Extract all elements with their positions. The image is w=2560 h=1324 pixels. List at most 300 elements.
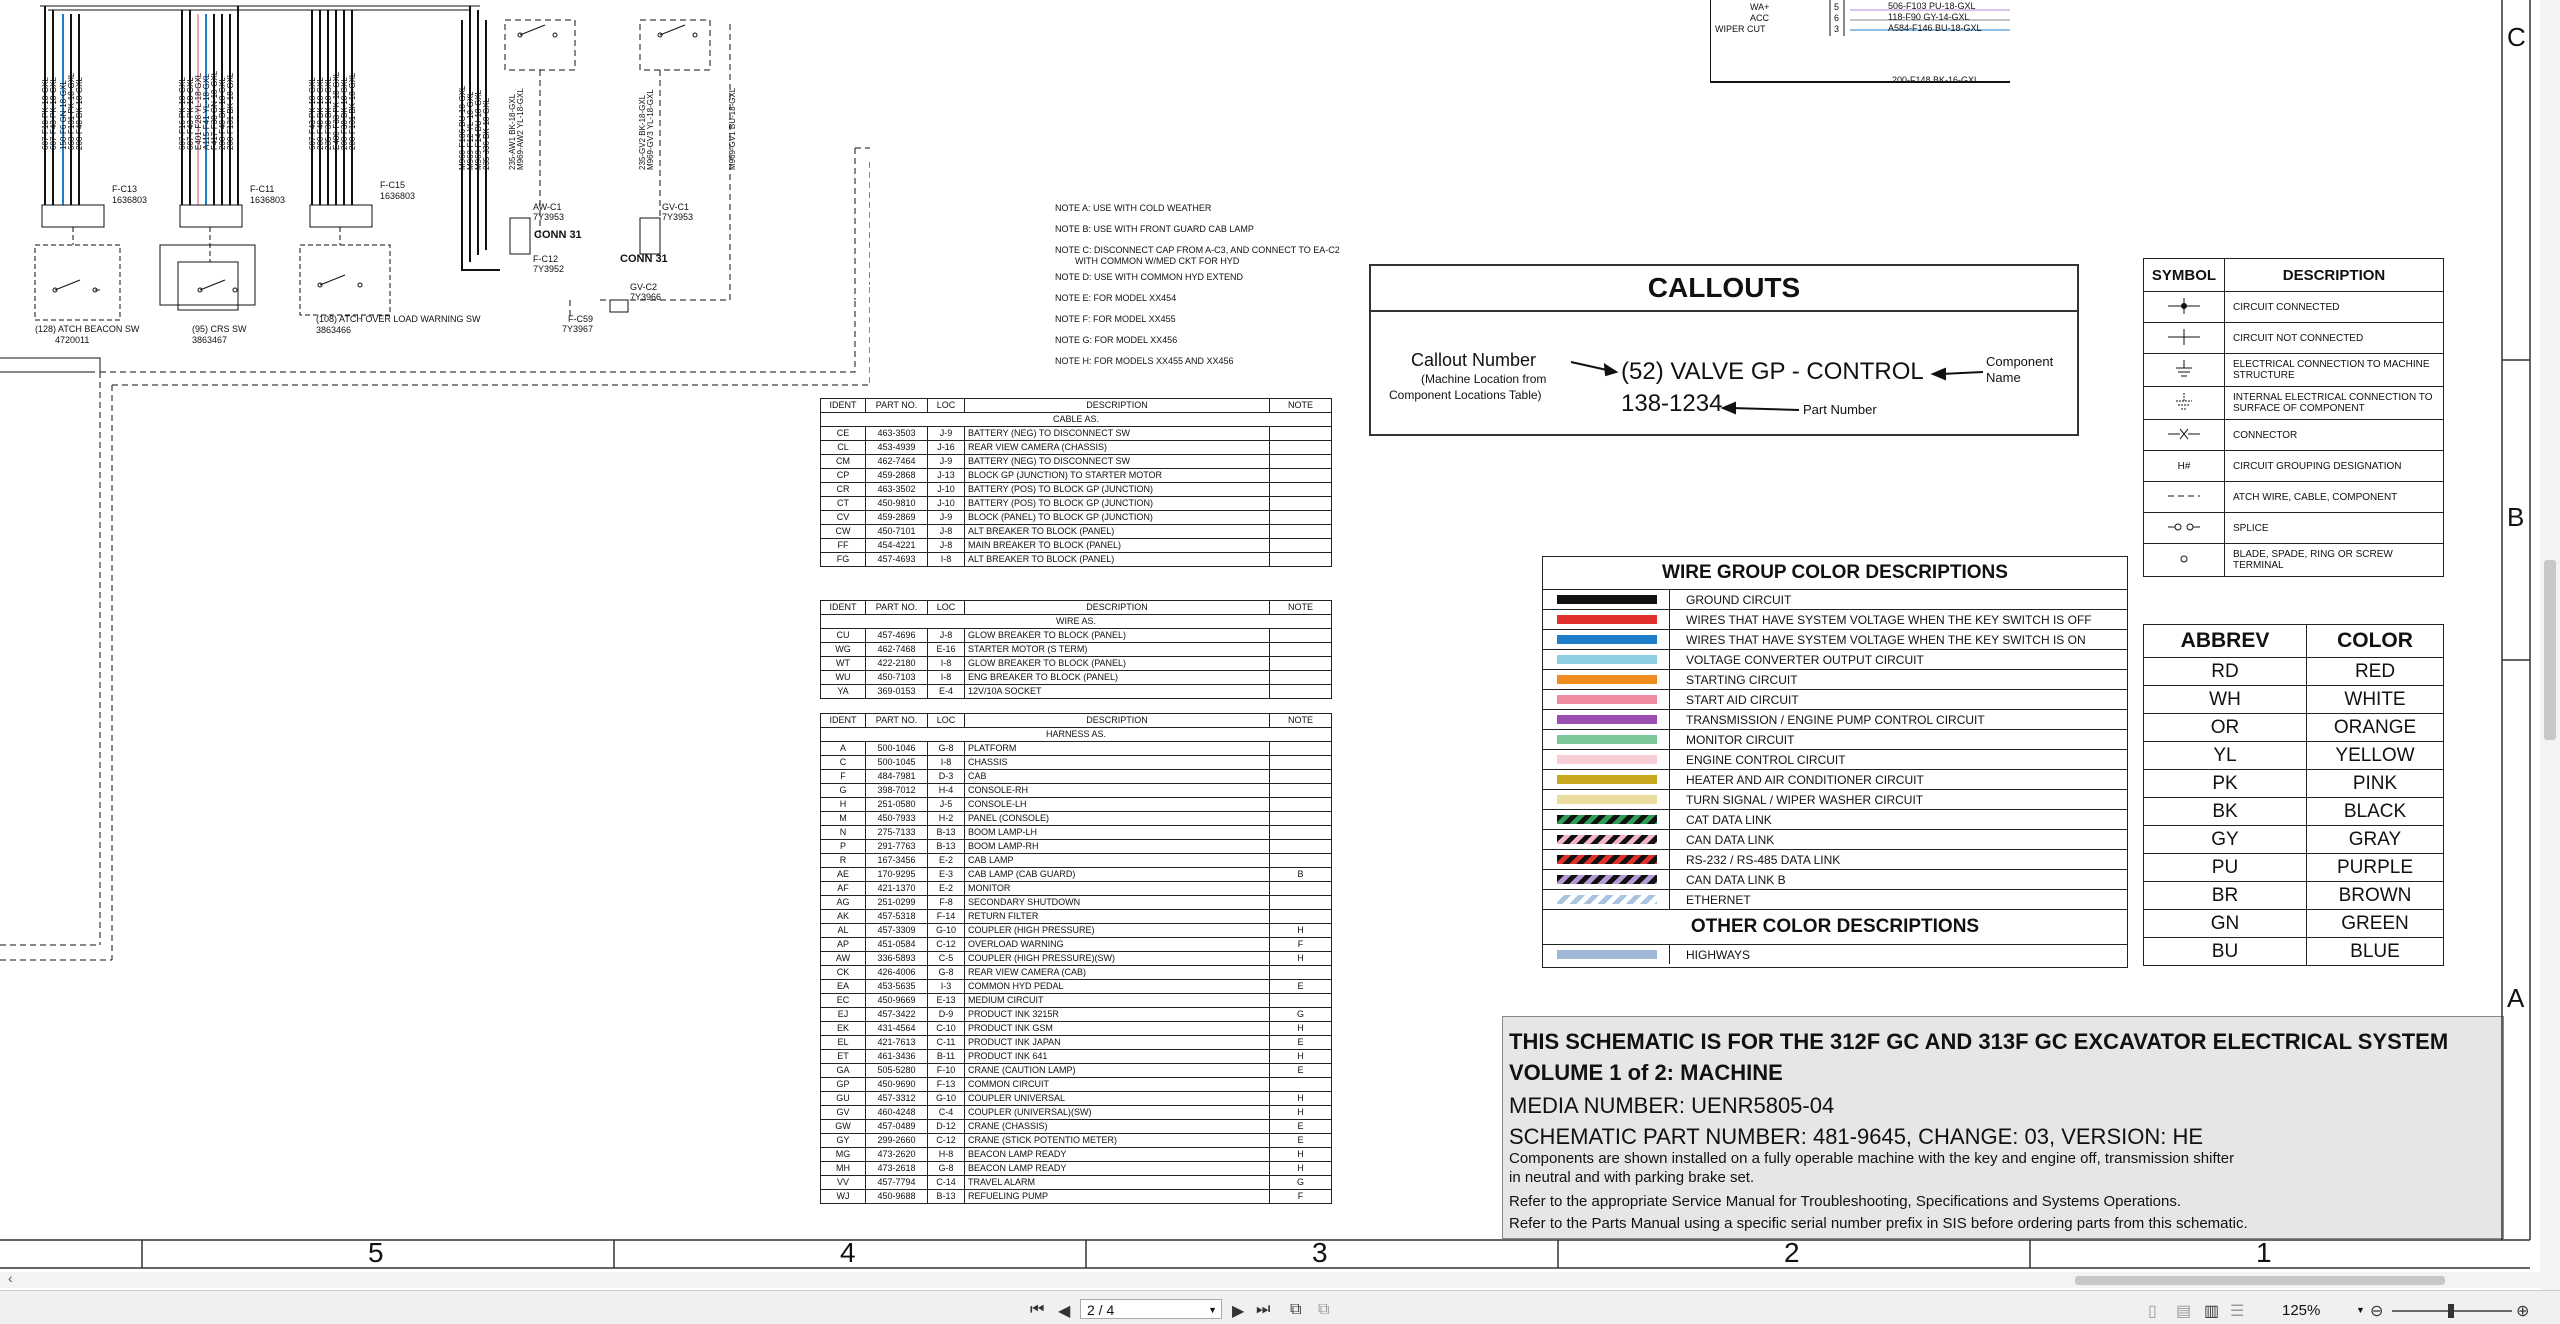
table-cell: 453-4939 — [866, 441, 928, 455]
wire-label: 607-F16 PK-18-GXL — [178, 77, 187, 150]
table-cell: AE — [821, 868, 866, 882]
table-section-label: CABLE AS. — [821, 413, 1332, 427]
svg-text:3863467: 3863467 — [192, 335, 228, 345]
table-cell: J-10 — [928, 483, 965, 497]
table-cell: 463-3502 — [866, 483, 928, 497]
abbrev-color: GRAY — [2307, 826, 2444, 854]
table-cell: G — [1270, 1008, 1332, 1022]
table-cell: 450-9669 — [866, 994, 928, 1008]
wire-group-label: CAN DATA LINK — [1669, 830, 1774, 849]
table-cell: MONITOR — [965, 882, 1270, 896]
table-cell: MAIN BREAKER TO BLOCK (PANEL) — [965, 539, 1270, 553]
abbrev-color: BLACK — [2307, 798, 2444, 826]
zoom-level[interactable]: 125% — [2282, 1302, 2321, 1319]
symbol-description: CIRCUIT CONNECTED — [2225, 292, 2444, 323]
grid-column-label: 1 — [2256, 1237, 2272, 1268]
table-cell: 457-5318 — [866, 910, 928, 924]
table-cell: BATTERY (POS) TO BLOCK GP (JUNCTION) — [965, 483, 1270, 497]
wire-label: F417-F38 GN-18-GXL — [210, 70, 219, 150]
table-cell: I-3 — [928, 980, 965, 994]
table-cell: ALT BREAKER TO BLOCK (PANEL) — [965, 553, 1270, 567]
abbrev-code: PK — [2144, 770, 2307, 798]
abbrev-code: GY — [2144, 826, 2307, 854]
table-cell: 457-4693 — [866, 553, 928, 567]
svg-text:7Y3966: 7Y3966 — [630, 292, 662, 302]
table-cell: C-12 — [928, 938, 965, 952]
wire-label: M969-F12 YL-18-GXL — [466, 91, 475, 170]
abbrev-code: YL — [2144, 742, 2307, 770]
table-cell: CV — [821, 511, 866, 525]
table-cell: CL — [821, 441, 866, 455]
table-cell: F-10 — [928, 1064, 965, 1078]
horizontal-scroll-thumb[interactable] — [2075, 1276, 2445, 1285]
notes-list: NOTE A: USE WITH COLD WEATHER NOTE B: USE WITH FRONT GUARD CAB LAMP NOTE C: DISCONNECT CAP FROM A-C3, AND CONNECT TO EA-C2 WITH COMMON W/MED CKT FOR HYD NOTE D: USE WITH COMMON HYD EXTEND NOTE E: FOR MODEL XX454 NOTE F: FOR MODEL XX455 NOTE G: FOR MODEL XX456 NOTE H: FOR MODELS XX455 AND XX456 — [1055, 203, 1340, 366]
table-cell: B — [1270, 868, 1332, 882]
table-cell: BATTERY (NEG) TO DISCONNECT SW — [965, 427, 1270, 441]
table-cell: E-13 — [928, 994, 965, 1008]
table-cell: E-2 — [928, 854, 965, 868]
table-cell: B-11 — [928, 1050, 965, 1064]
vertical-scroll-thumb[interactable] — [2544, 560, 2556, 740]
wire-group-label: CAN DATA LINK B — [1669, 870, 1786, 889]
wire-group-label: TRANSMISSION / ENGINE PUMP CONTROL CIRCUIT — [1669, 710, 1985, 729]
table-cell: B-13 — [928, 826, 965, 840]
wire-group-label: CAT DATA LINK — [1669, 810, 1772, 829]
table-cell: PRODUCT INK 641 — [965, 1050, 1270, 1064]
table-cell: J-9 — [928, 511, 965, 525]
table-cell: E — [1270, 980, 1332, 994]
continuous-view-icon[interactable]: ▤ — [2176, 1303, 2192, 1320]
table-cell: J-13 — [928, 469, 965, 483]
table-cell: B-13 — [928, 1190, 965, 1204]
horizontal-scrollbar[interactable] — [0, 1272, 2540, 1288]
abbrev-code: PU — [2144, 854, 2307, 882]
circuit-grouping-symbol: H# — [2144, 451, 2225, 482]
table-cell: COUPLER (UNIVERSAL)(SW) — [965, 1106, 1270, 1120]
grid-column-label: 4 — [840, 1237, 856, 1268]
table-cell: 369-0153 — [866, 685, 928, 699]
vertical-scrollbar[interactable] — [2540, 0, 2560, 1290]
wire-label: M960-F186 BU-18-GXL — [458, 85, 467, 170]
table-cell: CAB LAMP — [965, 854, 1270, 868]
table-cell: J-16 — [928, 441, 965, 455]
table-cell: GLOW BREAKER TO BLOCK (PANEL) — [965, 657, 1270, 671]
table-cell: C-11 — [928, 1036, 965, 1050]
abbrev-color: RED — [2307, 658, 2444, 686]
wire-label: E401-F28 YL-18-GXL — [194, 72, 203, 150]
chevron-down-icon: ▼ — [1208, 1305, 1217, 1315]
abbrev-code: BU — [2144, 938, 2307, 966]
table-cell: E — [1270, 1036, 1332, 1050]
wire-group-label: GROUND CIRCUIT — [1669, 590, 1791, 609]
table-cell: AP — [821, 938, 866, 952]
svg-text:GV-C1: GV-C1 — [662, 202, 690, 212]
table-cell: ALT BREAKER TO BLOCK (PANEL) — [965, 525, 1270, 539]
table-cell: FF — [821, 539, 866, 553]
table-cell: CAB — [965, 770, 1270, 784]
callouts-box: CALLOUTS Callout Number (Machine Location from Component Locations Table) (52) VALVE GP - CONTROL 138-1234 Component Name Part Number — [1369, 264, 2079, 436]
table-cell: BEACON LAMP READY — [965, 1148, 1270, 1162]
scroll-left-icon[interactable]: ‹ — [8, 1270, 13, 1286]
copy-icon[interactable]: ⧉ — [1290, 1301, 1302, 1318]
last-page-icon[interactable]: ⏭ — [1256, 1301, 1271, 1318]
table-cell: J-10 — [928, 497, 965, 511]
wire-group-label: TURN SIGNAL / WIPER WASHER CIRCUIT — [1669, 790, 1923, 809]
grid-row-label: B — [2507, 502, 2525, 532]
symbol-description: INTERNAL ELECTRICAL CONNECTION TO SURFACE OF COMPONENT — [2225, 387, 2444, 420]
table-cell: BEACON LAMP READY — [965, 1162, 1270, 1176]
abbrev-color: BLUE — [2307, 938, 2444, 966]
table-cell: BATTERY (POS) TO BLOCK GP (JUNCTION) — [965, 497, 1270, 511]
wire-group-label: VOLTAGE CONVERTER OUTPUT CIRCUIT — [1669, 650, 1924, 669]
table-cell: H — [1270, 924, 1332, 938]
table-cell: P — [821, 840, 866, 854]
table-cell: H — [1270, 1162, 1332, 1176]
table-cell: GV — [821, 1106, 866, 1120]
table-cell: 421-7613 — [866, 1036, 928, 1050]
abbrev-color: WHITE — [2307, 686, 2444, 714]
zoom-dropdown-icon[interactable]: ▼ — [2356, 1305, 2365, 1315]
wire-label: 200-F48 BK-18-GXL — [75, 77, 84, 150]
table-cell: E-16 — [928, 643, 965, 657]
table-cell: 473-2618 — [866, 1162, 928, 1176]
table-cell: R — [821, 854, 866, 868]
table-cell: YA — [821, 685, 866, 699]
table-cell: SECONDARY SHUTDOWN — [965, 896, 1270, 910]
table-cell: J-8 — [928, 629, 965, 643]
wire-label: 235-F38 BK-18-GXL — [324, 77, 333, 150]
wire-group-label: WIRES THAT HAVE SYSTEM VOLTAGE WHEN THE KEY SWITCH IS OFF — [1669, 610, 2092, 629]
color-abbreviation-table: ABBREV COLOR RD RED WH WHITE OR ORANGE YL YELLOW PK PINK BK BLACK GY GRAY PU PURPLE BR BROWN GN GREEN BU BLUE — [2143, 624, 2444, 966]
table-cell: 251-0580 — [866, 798, 928, 812]
table-cell: E — [1270, 1134, 1332, 1148]
symbol-description: BLADE, SPADE, RING OR SCREW TERMINAL — [2225, 544, 2444, 577]
table-cell: VV — [821, 1176, 866, 1190]
table-cell: CP — [821, 469, 866, 483]
table-cell: N — [821, 826, 866, 840]
table-cell: AW — [821, 952, 866, 966]
table-cell: 453-5635 — [866, 980, 928, 994]
symbol-legend: SYMBOL DESCRIPTION CIRCUIT CONNECTED CIRCUIT NOT CONNECTED ELECTRICAL CONNECTION TO MACHINE STRUCTURE INTERNAL ELECTRICAL CONNECTION TO SURFACE OF COMPONENT CONNECTOR H# CIRCUIT GROUPING DESIGNATION ATCH WIRE, CABLE, COMPONENT SPLICE BLADE, SPADE, RING OR SCREW TERMINAL — [2143, 258, 2444, 577]
wire-label: 235-GV2 BK-18-GXL — [638, 94, 647, 170]
symbol-description: ATCH WIRE, CABLE, COMPONENT — [2225, 482, 2444, 513]
wire-label: 200-F48 BK-18-GXL — [316, 77, 325, 150]
wire-label: 607-F43 PK-18-GXL — [49, 77, 58, 150]
svg-text:F-C59: F-C59 — [568, 314, 594, 324]
svg-text:AW-C1: AW-C1 — [533, 202, 562, 212]
table-cell: 457-7794 — [866, 1176, 928, 1190]
zoom-slider-handle[interactable] — [2448, 1304, 2454, 1318]
zoom-out-icon[interactable]: ⊖ — [2370, 1303, 2384, 1320]
svg-text:3863466: 3863466 — [316, 325, 352, 335]
table-cell: 450-7103 — [866, 671, 928, 685]
table-cell: 291-7763 — [866, 840, 928, 854]
wire-assembly-table: IDENT PART NO. LOC DESCRIPTION NOTE WIRE AS. CU 457-4696 J-8 GLOW BREAKER TO BLOCK (PANEL) WG 462-7468 E-16 STARTER MOTOR (S TERM) WT 422-2180 I-8 GLOW BREAKER TO BLOCK (PANEL) WU 450-7103 I-8 ENG BREAKER TO BLOCK (PANEL) YA 369-0153 E-4 12V/10A SOCKET — [820, 600, 1332, 699]
table-cell: G-10 — [928, 1092, 965, 1106]
table-cell: 457-3422 — [866, 1008, 928, 1022]
table-cell: AK — [821, 910, 866, 924]
wire-group-label: ETHERNET — [1669, 890, 1751, 909]
table-cell: GA — [821, 1064, 866, 1078]
wire-label: 200-F48 BK-18-GXL — [218, 77, 227, 150]
table-cell: COUPLER UNIVERSAL — [965, 1092, 1270, 1106]
wire-group-label: HEATER AND AIR CONDITIONER CIRCUIT — [1669, 770, 1924, 789]
table-cell: I-8 — [928, 553, 965, 567]
svg-text:F-C13: F-C13 — [112, 184, 138, 194]
table-cell: H — [1270, 1050, 1332, 1064]
table-cell: E — [1270, 1064, 1332, 1078]
table-cell: H — [1270, 1106, 1332, 1120]
table-cell: PANEL (CONSOLE) — [965, 812, 1270, 826]
wire-group-label: HIGHWAYS — [1669, 945, 1750, 964]
svg-text:F-C12: F-C12 — [533, 254, 559, 264]
abbrev-color: PURPLE — [2307, 854, 2444, 882]
table-cell: A — [821, 742, 866, 756]
wire-group-label: MONITOR CIRCUIT — [1669, 730, 1794, 749]
table-cell: CE — [821, 427, 866, 441]
table-cell: 462-7464 — [866, 455, 928, 469]
page-indicator: 2 / 4 — [1087, 1302, 1115, 1318]
grid-row-label: C — [2507, 22, 2526, 52]
table-cell: D-9 — [928, 1008, 965, 1022]
table-cell: BOOM LAMP-LH — [965, 826, 1270, 840]
table-cell: 431-4564 — [866, 1022, 928, 1036]
table-cell: 457-0489 — [866, 1120, 928, 1134]
table-cell: J-8 — [928, 525, 965, 539]
table-cell: 461-3436 — [866, 1050, 928, 1064]
table-cell: J-5 — [928, 798, 965, 812]
table-cell: 450-9688 — [866, 1190, 928, 1204]
table-cell: BOOM LAMP-RH — [965, 840, 1270, 854]
abbrev-code: WH — [2144, 686, 2307, 714]
table-cell: PRODUCT INK GSM — [965, 1022, 1270, 1036]
table-cell: F-14 — [928, 910, 965, 924]
table-cell: MG — [821, 1148, 866, 1162]
table-cell: EJ — [821, 1008, 866, 1022]
symbol-description: CONNECTOR — [2225, 420, 2444, 451]
wire-group-label: WIRES THAT HAVE SYSTEM VOLTAGE WHEN THE KEY SWITCH IS ON — [1669, 630, 2086, 649]
paste-icon[interactable]: ⧉ — [1318, 1301, 1330, 1318]
table-cell: RETURN FILTER — [965, 910, 1270, 924]
table-cell: H — [1270, 1092, 1332, 1106]
table-cell: CR — [821, 483, 866, 497]
wire-group-legend: WIRE GROUP COLOR DESCRIPTIONS GROUND CIRCUIT WIRES THAT HAVE SYSTEM VOLTAGE WHEN THE KEY SWITCH IS OFF WIRES THAT HAVE SYSTEM VOLTAGE WHEN THE KEY SWITCH IS ON VOLTAGE CONVERTER OUTPUT CIRCUIT STARTING CIRCUIT START AID CIRCUIT TRANSMISSION / ENGINE PUMP CONTROL CIRCUIT MONITOR CIRCUIT ENGINE CONTROL CIRCUIT HEATER AND AIR CONDITIONER CIRCUIT TURN SIGNAL / WIPER WASHER CIRCUIT CAT DATA LINK CAN DATA LINK RS-232 / RS-485 DATA LINK CAN DATA LINK B ETHERNET OTHER COLOR DESCRIPTIONS HIGHWAYS — [1542, 556, 2128, 968]
page-selector[interactable] — [1080, 1299, 1222, 1319]
svg-text:F-C11: F-C11 — [250, 184, 275, 194]
top-right-snippet: WA+ ACC WIPER CUT 5 6 3 506-F103 PU-18-GXL 118-F90 GY-14-GXL A584-F146 BU-18-GXL 200-F148 BK-16-GXL — [1710, 0, 2010, 90]
table-cell: G-10 — [928, 924, 965, 938]
table-cell: H — [1270, 1022, 1332, 1036]
table-cell: F-13 — [928, 1078, 965, 1092]
table-cell: 463-3503 — [866, 427, 928, 441]
wire-label: A115-F41 YL-18-GXL — [202, 73, 211, 150]
table-cell: BLOCK GP (JUNCTION) TO STARTER MOTOR — [965, 469, 1270, 483]
svg-text:CONN 31: CONN 31 — [620, 253, 668, 265]
table-cell: 336-5893 — [866, 952, 928, 966]
previous-page-icon[interactable]: ◀ — [1058, 1303, 1071, 1320]
table-cell: B-13 — [928, 840, 965, 854]
table-cell: OVERLOAD WARNING — [965, 938, 1270, 952]
table-cell: COUPLER (HIGH PRESSURE)(SW) — [965, 952, 1270, 966]
table-cell: GY — [821, 1134, 866, 1148]
table-cell: EK — [821, 1022, 866, 1036]
table-cell: GLOW BREAKER TO BLOCK (PANEL) — [965, 629, 1270, 643]
svg-text:CONN 31: CONN 31 — [534, 229, 582, 241]
table-cell: C-5 — [928, 952, 965, 966]
cable-assembly-table: IDENT PART NO. LOC DESCRIPTION NOTE CABLE AS. CE 463-3503 J-9 BATTERY (NEG) TO DISCONNECT SW CL 453-4939 J-16 REAR VIEW CAMERA (CHASSIS) CM 462-7464 J-9 BATTERY (NEG) TO DISCONNECT SW CP 459-2868 J-13 BLOCK GP (JUNCTION) TO STARTER MOTOR CR 463-3502 J-10 BATTERY (POS) TO BLOCK GP (JUNCTION) CT 450-9810 J-10 BATTERY (POS) TO BLOCK GP (JUNCTION) CV 459-2869 J-9 BLOCK (PANEL) TO BLOCK GP (JUNCTION) CW 450-7101 J-8 ALT BREAKER TO BLOCK (PANEL) FF 454-4221 J-8 MAIN BREAKER TO BLOCK (PANEL) FG 457-4693 I-8 ALT BREAKER TO BLOCK (PANEL) — [820, 398, 1332, 567]
table-cell: REAR VIEW CAMERA (CAB) — [965, 966, 1270, 980]
next-page-icon[interactable]: ▶ — [1232, 1303, 1245, 1320]
symbol-description: SPLICE — [2225, 513, 2444, 544]
wire-label: M969-AW2 YL-18-GXL — [516, 88, 525, 170]
wire-label: M969-GV1 BU-18-GXL — [728, 87, 737, 170]
abbrev-code: BR — [2144, 882, 2307, 910]
table-cell: COMMON HYD PEDAL — [965, 980, 1270, 994]
table-cell: 473-2620 — [866, 1148, 928, 1162]
wire-label: M969-GV3 YL-18-GXL — [646, 89, 655, 170]
wire-group-label: STARTING CIRCUIT — [1669, 670, 1798, 689]
abbrev-color: BROWN — [2307, 882, 2444, 910]
table-cell: 459-2869 — [866, 511, 928, 525]
table-cell: 500-1046 — [866, 742, 928, 756]
svg-text:7Y3953: 7Y3953 — [533, 212, 565, 222]
table-section-label: WIRE AS. — [821, 615, 1332, 629]
table-cell: CAB LAMP (CAB GUARD) — [965, 868, 1270, 882]
svg-text:(108) ATCH OVER LOAD WARNING S: (108) ATCH OVER LOAD WARNING SW — [316, 314, 481, 324]
grid-column-label: 5 — [368, 1237, 384, 1268]
wire-label: 607-F43 PK-18-GXL — [308, 77, 317, 150]
zoom-in-icon[interactable]: ⊕ — [2516, 1303, 2530, 1320]
table-cell: C-12 — [928, 1134, 965, 1148]
svg-text:F-C15: F-C15 — [380, 180, 406, 190]
wire-group-label: ENGINE CONTROL CIRCUIT — [1669, 750, 1846, 769]
table-cell: AF — [821, 882, 866, 896]
svg-text:7Y3952: 7Y3952 — [533, 264, 565, 274]
abbrev-color: PINK — [2307, 770, 2444, 798]
table-cell: 426-4006 — [866, 966, 928, 980]
table-cell: WG — [821, 643, 866, 657]
wire-label: 150-F6 GN-18-GXL — [59, 80, 68, 150]
table-cell: ET — [821, 1050, 866, 1064]
table-cell: C-4 — [928, 1106, 965, 1120]
abbrev-code: OR — [2144, 714, 2307, 742]
table-cell: AG — [821, 896, 866, 910]
table-cell: J-9 — [928, 455, 965, 469]
table-cell: WT — [821, 657, 866, 671]
table-cell: I-8 — [928, 756, 965, 770]
table-cell: 505-5280 — [866, 1064, 928, 1078]
table-cell: 451-0584 — [866, 938, 928, 952]
wire-label: 607-F43 PK-18-GXL — [186, 77, 195, 150]
table-cell: D-12 — [928, 1120, 965, 1134]
wire-label: E480-F33 PK-18-GXL — [332, 71, 341, 150]
table-cell: 457-4696 — [866, 629, 928, 643]
table-cell: CW — [821, 525, 866, 539]
table-cell: TRAVEL ALARM — [965, 1176, 1270, 1190]
table-cell: CK — [821, 966, 866, 980]
wire-label: 200-F38 BK-18-GXL — [340, 77, 349, 150]
table-cell: I-8 — [928, 671, 965, 685]
harness-assembly-table: IDENT PART NO. LOC DESCRIPTION NOTE HARNESS AS. A 500-1046 G-8 PLATFORM C 500-1045 I-8 CHASSIS F 484-7981 D-3 CAB G 398-7012 H-4 CONSOLE-RH H 251-0580 J-5 CONSOLE-LH M 450-7933 H-2 PANEL (CONSOLE) N 275-7133 B-13 BOOM LAMP-LH P 291-7763 B-13 BOOM LAMP-RH R 167-3456 E-2 CAB LAMP AE 170-9295 E-3 CAB LAMP (CAB GUARD) B AF 421-1370 E-2 MONITOR AG 251-0299 F-8 SECONDARY SHUTDOWN AK 457-5318 F-14 RETURN FILTER AL 457-3309 G-10 COUPLER (HIGH PRESSURE) H AP 451-0584 C-12 OVERLOAD WARNING F AW 336-5893 C-5 COUPLER (HIGH PRESSURE)(SW) H CK 426-4006 G-8 REAR VIEW CAMERA (CAB) EA 453-5635 I-3 COMMON HYD PEDAL E EC 450-9669 E-13 MEDIUM CIRCUIT EJ 457-3422 D-9 PRODUCT INK 3215R G EK 431-4564 C-10 PRODUCT INK GSM H EL 421-7613 C-11 PRODUCT INK JAPAN E ET 461-3436 B-11 PRODUCT INK 641 H GA 505-5280 F-10 CRANE (CAUTION LAMP) E GP 450-9690 F-13 COMMON CIRCUIT GU 457-3312 G-10 COUPLER UNIVERSAL H GV 460-4248 C-4 COUPLER (UNIVERSAL)(SW) H GW 457-0489 D-12 CRANE (CHASSIS) E GY 299-2660 C-12 CRANE (STICK POTENTIO METER) E MG 473-2620 H-8 BEACON LAMP READY H MH 473-2618 G-8 BEACON LAMP READY H VV 457-7794 C-14 TRAVEL ALARM G WJ 450-9688 B-13 REFUELING PUMP F — [820, 713, 1332, 1204]
table-cell: CRANE (CHASSIS) — [965, 1120, 1270, 1134]
table-cell: 457-3312 — [866, 1092, 928, 1106]
wire-group-label: RS-232 / RS-485 DATA LINK — [1669, 850, 1840, 869]
table-cell: C — [821, 756, 866, 770]
table-cell: CONSOLE-RH — [965, 784, 1270, 798]
abbrev-color: ORANGE — [2307, 714, 2444, 742]
zoom-slider[interactable] — [2392, 1310, 2512, 1312]
table-cell: D-3 — [928, 770, 965, 784]
table-cell: BLOCK (PANEL) TO BLOCK GP (JUNCTION) — [965, 511, 1270, 525]
table-cell: 299-2660 — [866, 1134, 928, 1148]
abbrev-code: GN — [2144, 910, 2307, 938]
single-page-view-icon[interactable]: ▯ — [2148, 1303, 2157, 1320]
callout-example: (52) VALVE GP - CONTROL — [1621, 358, 1924, 385]
wire-group-label: START AID CIRCUIT — [1669, 690, 1799, 709]
table-cell: 459-2868 — [866, 469, 928, 483]
symbol-description: CIRCUIT NOT CONNECTED — [2225, 323, 2444, 354]
table-cell: H-2 — [928, 812, 965, 826]
table-cell: WJ — [821, 1190, 866, 1204]
table-cell: CHASSIS — [965, 756, 1270, 770]
table-cell: 457-3309 — [866, 924, 928, 938]
table-cell: ENG BREAKER TO BLOCK (PANEL) — [965, 671, 1270, 685]
table-cell: G — [1270, 1176, 1332, 1190]
svg-text:1636803: 1636803 — [380, 191, 416, 201]
table-cell: REFUELING PUMP — [965, 1190, 1270, 1204]
table-cell: EC — [821, 994, 866, 1008]
table-cell: 170-9295 — [866, 868, 928, 882]
wire-label: 200-F131 BK-18-GXL — [348, 72, 357, 150]
table-cell: MEDIUM CIRCUIT — [965, 994, 1270, 1008]
table-cell: H — [1270, 1148, 1332, 1162]
table-cell: G — [821, 784, 866, 798]
wire-label: 235-AW1 BK-18-GXL — [508, 93, 517, 170]
svg-text:(128) ATCH BEACON SW: (128) ATCH BEACON SW — [35, 324, 140, 334]
scroll-view-icon[interactable]: ☰ — [2230, 1303, 2245, 1320]
table-cell: C-14 — [928, 1176, 965, 1190]
svg-text:1636803: 1636803 — [112, 195, 148, 205]
table-cell: 251-0299 — [866, 896, 928, 910]
table-cell: 454-4221 — [866, 539, 928, 553]
table-cell: EL — [821, 1036, 866, 1050]
table-cell: H — [1270, 952, 1332, 966]
table-cell: MH — [821, 1162, 866, 1176]
table-cell: 398-7012 — [866, 784, 928, 798]
table-cell: WU — [821, 671, 866, 685]
svg-text:7Y3953: 7Y3953 — [662, 212, 694, 222]
table-cell: G-8 — [928, 966, 965, 980]
svg-text:1636803: 1636803 — [250, 195, 286, 205]
svg-text:7Y3967: 7Y3967 — [562, 324, 594, 334]
table-cell: E-4 — [928, 685, 965, 699]
table-cell: 450-9690 — [866, 1078, 928, 1092]
table-cell: FG — [821, 553, 866, 567]
table-cell: 275-7133 — [866, 826, 928, 840]
table-cell: C-10 — [928, 1022, 965, 1036]
table-cell: 450-7101 — [866, 525, 928, 539]
first-page-icon[interactable]: ⏮ — [1030, 1301, 1045, 1318]
table-cell: CRANE (CAUTION LAMP) — [965, 1064, 1270, 1078]
two-page-view-icon[interactable]: ▥ — [2204, 1303, 2220, 1320]
table-cell: H-8 — [928, 1148, 965, 1162]
table-cell: GU — [821, 1092, 866, 1106]
table-cell: COUPLER (HIGH PRESSURE) — [965, 924, 1270, 938]
svg-text:GV-C2: GV-C2 — [630, 282, 658, 292]
table-cell: 500-1045 — [866, 756, 928, 770]
table-cell: H — [821, 798, 866, 812]
abbrev-code: BK — [2144, 798, 2307, 826]
